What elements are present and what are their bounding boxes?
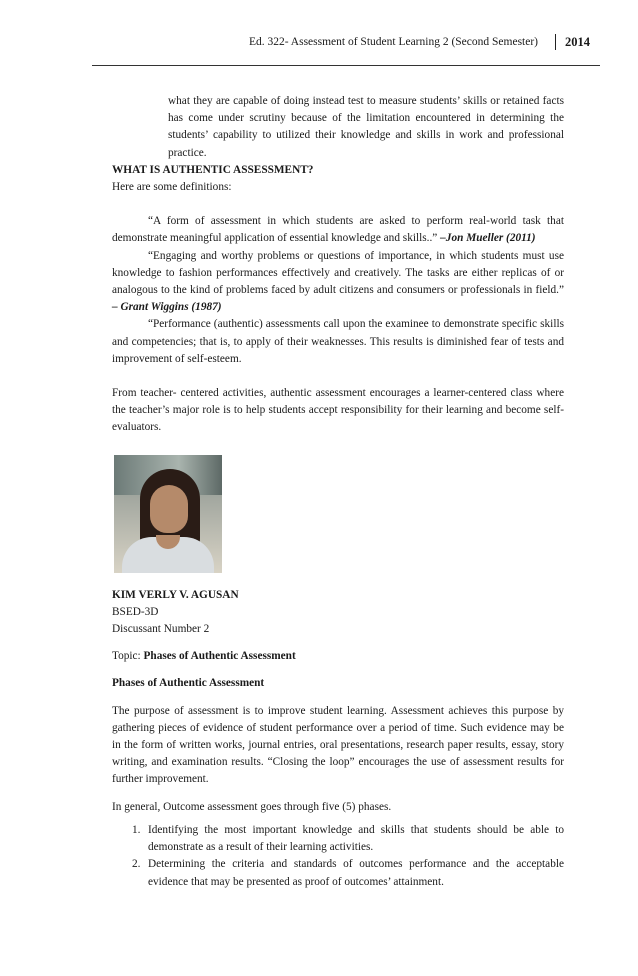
definition-performance — [112, 316, 564, 368]
spacer — [112, 368, 564, 385]
topic-label: Topic: — [112, 650, 144, 663]
list-item — [112, 856, 564, 890]
spacer — [112, 665, 564, 675]
section-heading-authentic-assessment: WHAT IS AUTHENTIC ASSESSMENT? — [112, 163, 314, 176]
topic-line — [112, 648, 564, 665]
spacer — [112, 638, 564, 648]
discussant-number: Discussant Number 2 — [112, 623, 210, 636]
intro-continuation: what they are capable of doing instead test to measure students’ skills or retained facts has come under scrutiny because of the limitation encountered in determining the students’ capability to utilized their knowledge and skills in work and professional practice. — [168, 95, 564, 159]
page-content — [112, 93, 564, 891]
definition-citation: – Grant Wiggins (1987) — [112, 301, 222, 314]
list-number: 2. — [132, 858, 141, 871]
definition-mueller — [112, 213, 564, 247]
learner-centered-paragraph: From teacher- centered activities, authentic assessment encourages a learner-centered class where the teacher’s major role is to help students accept responsibility for their learning and become self-evaluators. — [112, 387, 564, 434]
header-rule — [92, 65, 600, 66]
definition-wiggins — [112, 248, 564, 317]
spacer — [112, 789, 564, 799]
definition-citation: –Jon Mueller (2011) — [440, 232, 536, 245]
definition-text: “Engaging and worthy problems or questions of importance, in which students must use knowledge to fashion performances effectively and creatively. The tasks are either replicas of or analogous to the kind of problems faced by adult citizens and consumers or professionals in field.” — [112, 249, 564, 297]
list-text: Determining the criteria and standards of outcomes performance and the acceptable evidence that may be presented as proof of outcomes’ attainment. — [148, 858, 564, 888]
spacer — [112, 693, 564, 703]
page-header — [0, 34, 638, 52]
spacer — [112, 196, 564, 213]
purpose-paragraph: The purpose of assessment is to improve student learning. Assessment achieves this purpose by gathering pieces of evidence of student performance over a period of time. Such evidence may be in the form of written works, journal entries, oral presentations, research paper results, essay, story writing, and examination results. “Closing the loop” encourages the use of assessment results for further improvement. — [112, 704, 564, 786]
definition-text: “A form of assessment in which students are asked to perform real-world task that demonstrate meaningful application of essential knowledge and skills..” — [112, 215, 564, 245]
topic-title: Phases of Authentic Assessment — [143, 650, 296, 663]
list-text: Identifying the most important knowledge and skills that students should be able to demonstrate as a result of their learning activities. — [148, 823, 564, 854]
phases-list — [112, 822, 564, 891]
header-title: Ed. 322- Assessment of Student Learning 2 (Second Semester) — [248, 36, 538, 48]
header-separator — [555, 34, 556, 50]
header-year: 2014 — [565, 35, 590, 49]
section-heading-phases: Phases of Authentic Assessment — [112, 677, 265, 690]
discussant-name: KIM VERLY V. AGUSAN — [112, 588, 239, 601]
phases-intro: In general, Outcome assessment goes through five (5) phases. — [112, 800, 392, 813]
definition-text: “Performance (authentic) assessments call upon the examinee to demonstrate specific skills and competencies; that is, to apply of their weaknesses. This results is diminished fear of tests and improvement of self-esteem. — [112, 318, 564, 365]
discussant-photo — [114, 455, 222, 573]
list-number: 1. — [132, 823, 141, 836]
list-item — [112, 822, 564, 856]
definitions-lead: Here are some definitions: — [112, 181, 232, 194]
discussant-course: BSED-3D — [112, 605, 159, 618]
